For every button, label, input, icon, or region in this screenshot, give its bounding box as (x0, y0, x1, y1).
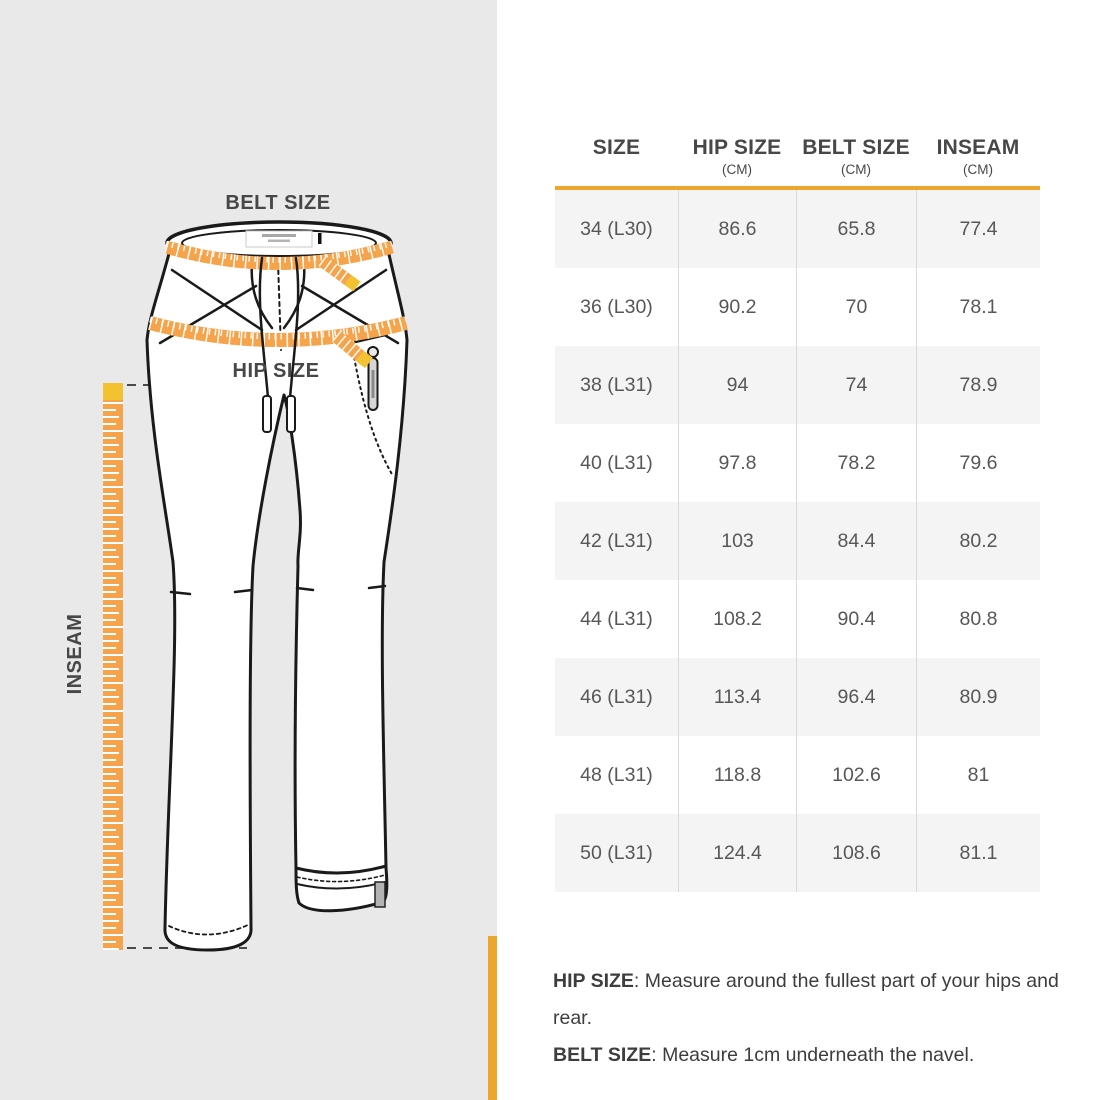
cell-hip: 103 (678, 502, 796, 580)
column-header-hip (678, 128, 796, 186)
cell-inseam: 80.2 (916, 502, 1040, 580)
cell-size: 50 (L31) (580, 841, 653, 864)
cell-size: 46 (L31) (580, 685, 653, 708)
cell-inseam: 79.6 (916, 424, 1040, 502)
measurement-note (553, 1037, 1073, 1074)
hip-tape-tip (360, 356, 369, 363)
note-term: HIP SIZE (553, 970, 634, 992)
table-row (555, 346, 1040, 424)
column-header-unit: (CM) (841, 162, 871, 177)
belt-size-label: BELT SIZE (225, 192, 331, 214)
belt-tape-tip (348, 280, 357, 287)
measurement-note (553, 963, 1073, 1037)
accent-bar (488, 936, 497, 1100)
inseam-label: INSEAM (64, 613, 86, 695)
cell-hip: 108.2 (678, 580, 796, 658)
table-row (555, 814, 1040, 892)
garment-tag (246, 231, 312, 247)
cell-hip: 86.6 (678, 190, 796, 268)
inseam-ruler-tape (103, 383, 123, 950)
cell-inseam: 77.4 (916, 190, 1040, 268)
cell-hip: 118.8 (678, 736, 796, 814)
cell-inseam: 80.9 (916, 658, 1040, 736)
column-header-label: HIP SIZE (692, 136, 782, 159)
cell-inseam: 78.9 (916, 346, 1040, 424)
column-header-size (555, 128, 678, 186)
cell-belt: 90.4 (796, 580, 916, 658)
cell-belt: 78.2 (796, 424, 916, 502)
cell-hip: 124.4 (678, 814, 796, 892)
cell-belt: 70 (796, 268, 916, 346)
note-description: : Measure around the fullest part of your hips and rear. (553, 970, 1059, 1029)
cell-size: 36 (L30) (580, 295, 653, 318)
inseam-tape-tip (103, 383, 123, 400)
pants-measurement-illustration (0, 0, 497, 1100)
measurement-notes (553, 963, 1073, 1074)
cell-inseam: 80.8 (916, 580, 1040, 658)
table-row (555, 580, 1040, 658)
cell-size: 38 (L31) (580, 373, 653, 396)
table-row (555, 190, 1040, 268)
cell-inseam: 78.1 (916, 268, 1040, 346)
drawstring-aglet (263, 396, 271, 432)
note-description: : Measure 1cm underneath the navel. (651, 1044, 975, 1066)
column-header-inseam (916, 128, 1040, 186)
column-header-unit: (CM) (722, 162, 752, 177)
cell-belt: 102.6 (796, 736, 916, 814)
column-header-label: SIZE (592, 136, 641, 159)
cell-hip: 90.2 (678, 268, 796, 346)
belt-loop-mark (318, 233, 322, 244)
drawstring-aglet (287, 396, 295, 432)
hem-tab (375, 882, 385, 907)
cell-hip: 94 (678, 346, 796, 424)
note-term: BELT SIZE (553, 1044, 652, 1066)
table-row (555, 268, 1040, 346)
cell-size: 34 (L30) (580, 217, 653, 240)
size-table (555, 128, 1040, 892)
cell-inseam: 81 (916, 736, 1040, 814)
cell-belt: 84.4 (796, 502, 916, 580)
hip-size-label: HIP SIZE (232, 360, 320, 382)
cell-size: 40 (L31) (580, 451, 653, 474)
size-table-body (555, 190, 1040, 892)
column-header-label: INSEAM (936, 136, 1020, 159)
column-header-belt (796, 128, 916, 186)
cell-size: 42 (L31) (580, 529, 653, 552)
cell-size: 44 (L31) (580, 607, 653, 630)
table-row (555, 736, 1040, 814)
table-row (555, 658, 1040, 736)
cell-hip: 97.8 (678, 424, 796, 502)
column-header-unit: (CM) (963, 162, 993, 177)
size-table-header (555, 128, 1040, 190)
cell-inseam: 81.1 (916, 814, 1040, 892)
cell-hip: 113.4 (678, 658, 796, 736)
cell-belt: 74 (796, 346, 916, 424)
table-row (555, 424, 1040, 502)
cell-belt: 96.4 (796, 658, 916, 736)
table-row (555, 502, 1040, 580)
cell-belt: 108.6 (796, 814, 916, 892)
cell-size: 48 (L31) (580, 763, 653, 786)
column-header-label: BELT SIZE (802, 136, 910, 159)
cell-belt: 65.8 (796, 190, 916, 268)
